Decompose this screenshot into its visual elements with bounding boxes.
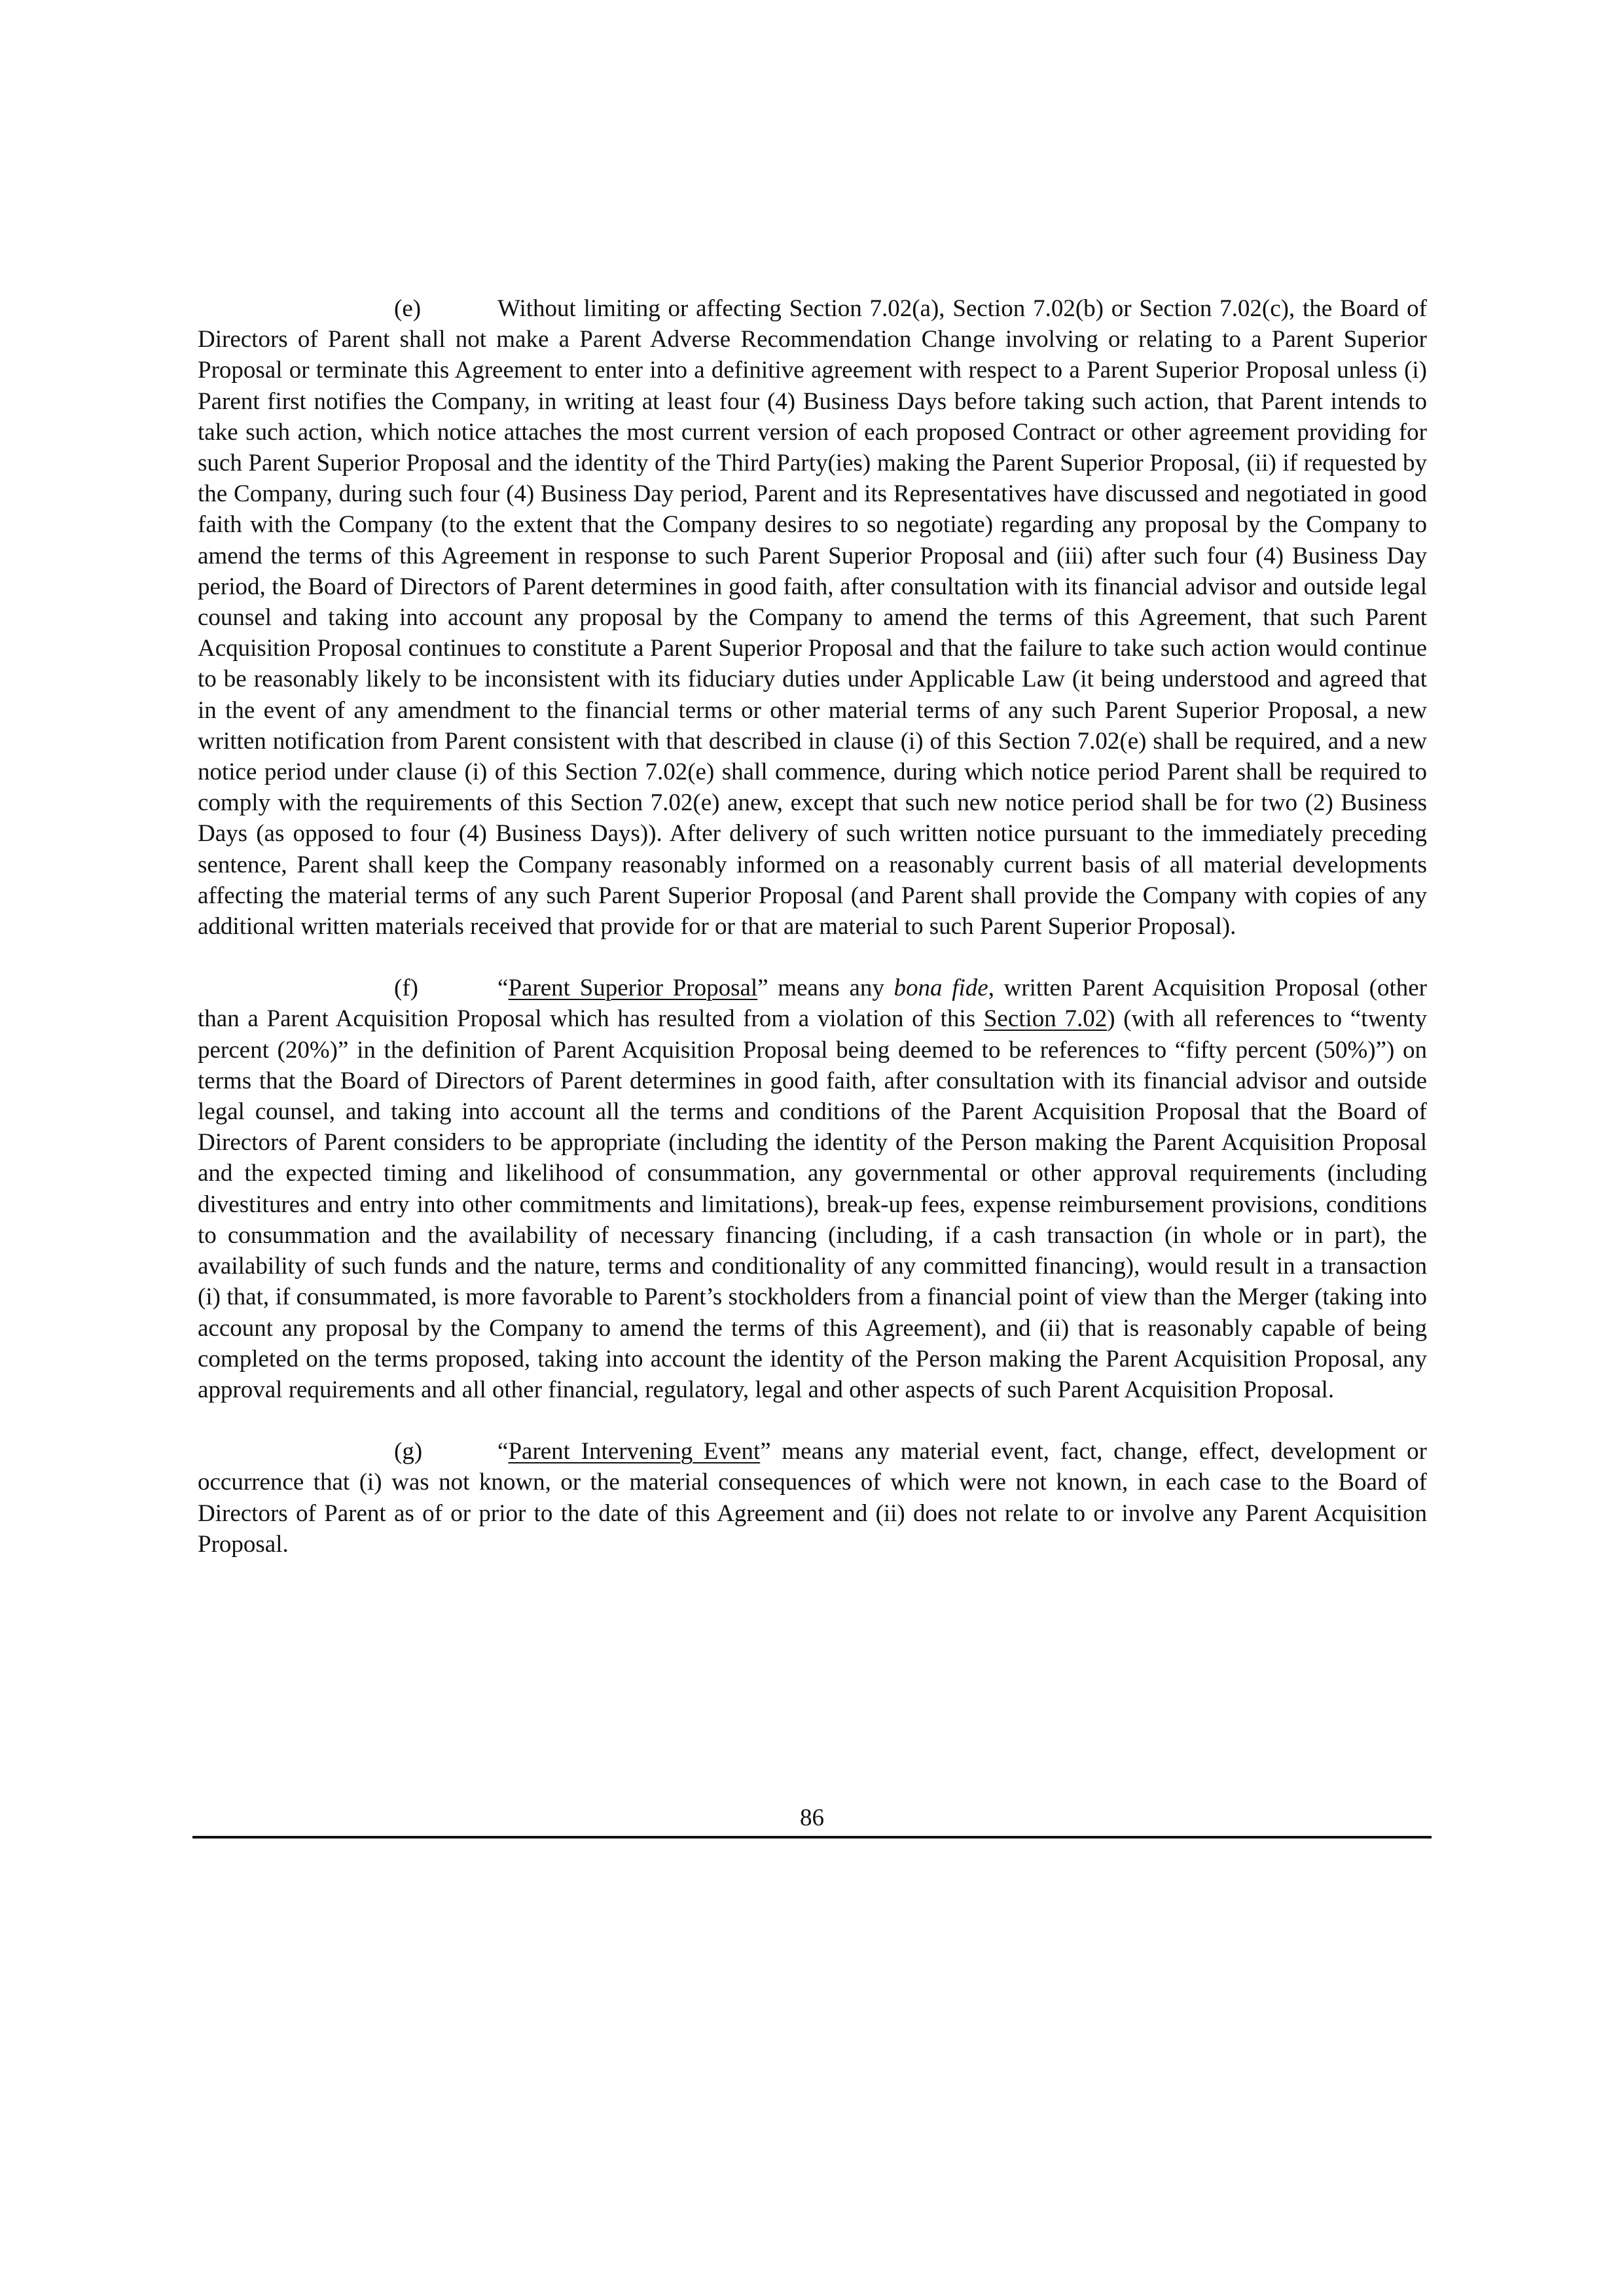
paragraph-text: ” means any material event, fact, change, effect, development or occurrence that (i) was not known, or the material consequences of which were not known, in each case to the Board of Directors of Parent as of or prior to the date of this Agreement and (ii) does not relate to or involve any Parent Acquisition Proposal. bbox=[198, 1438, 1427, 1558]
paragraph-marker: (e) bbox=[394, 295, 422, 322]
page-number: 86 bbox=[800, 1804, 824, 1831]
paragraph-text: ” means any bbox=[757, 975, 894, 1002]
paragraph-e bbox=[198, 293, 1427, 942]
section-reference: Section 7.02 bbox=[983, 1005, 1108, 1033]
paragraph-text: , written Parent Acquisition Proposal (other than a Parent Acquisition Proposal which has resulted from a violation of this bbox=[198, 975, 1428, 1033]
footer-rule bbox=[192, 1836, 1432, 1839]
paragraph-f bbox=[198, 973, 1427, 1405]
document-body bbox=[198, 293, 1427, 1590]
paragraph-text: Without limiting or affecting Section 7.02(a), Section 7.02(b) or Section 7.02(c), the Board of Directors of Parent shall not make a Parent Adverse Recommendation Change involving or relating to a Parent Superior Proposal or terminate this Agreement to enter into a definitive agreement with respect to a Parent Superior Proposal unless (i) Parent first notifies the Company, in writing at least four (4) Business Days before taking such action, that Parent intends to take such action, which notice attaches the most current version of each proposed Contract or other agreement providing for such Parent Superior Proposal and the identity of the Third Party(ies) making the Parent Superior Proposal, (ii) if requested by the Company, during such four (4) Business Day period, Parent and its Representatives have discussed and negotiated in good faith with the Company (to the extent that the Company desires to so negotiate) regarding any proposal by the Company to amend the terms of this Agreement in response to such Parent Superior Proposal and (iii) after such four (4) Business Day period, the Board of Directors of Parent determines in good faith, after consultation with its financial advisor and outside legal counsel and taking into account any proposal by the Company to amend the terms of this Agreement, that such Parent Acquisition Proposal continues to constitute a Parent Superior Proposal and that the failure to take such action would continue to be reasonably likely to be inconsistent with its fiduciary duties under Applicable Law (it being understood and agreed that in the event of any amendment to the financial terms or other material terms of any such Parent Superior Proposal, a new written notification from Parent consistent with that described in clause (i) of this Section 7.02(e) shall be required, and a new notice period under clause (i) of this Section 7.02(e) shall commence, during which notice period Parent shall be required to comply with the requirements of this Section 7.02(e) anew, except that such new notice period shall be for two (2) Business Days (as opposed to four (4) Business Days)). After delivery of such written notice pursuant to the immediately preceding sentence, Parent shall keep the Company reasonably informed on a reasonably current basis of all material developments affecting the material terms of any such Parent Superior Proposal (and Parent shall provide the Company with copies of any additional written materials received that provide for or that are material to such Parent Superior Proposal). bbox=[198, 295, 1427, 941]
paragraph-g bbox=[198, 1436, 1427, 1560]
quote-mark: “ bbox=[497, 975, 509, 1002]
defined-term: Parent Superior Proposal bbox=[508, 975, 758, 1002]
paragraph-marker: (f) bbox=[394, 975, 418, 1002]
quote-mark: “ bbox=[497, 1438, 509, 1465]
defined-term: Parent Intervening Event bbox=[508, 1438, 761, 1465]
italic-term: bona fide bbox=[893, 975, 988, 1002]
paragraph-text: ) (with all references to “twenty percent (20%)” in the definition of Parent Acquisition Proposal being deemed to be references to “fifty percent (50%)”) on terms that the Board of Directors of Parent determines in good faith, after consultation with its financial advisor and outside legal counsel, and taking into account all the terms and conditions of the Parent Acquisition Proposal that the Board of Directors of Parent considers to be appropriate (including the identity of the Person making the Parent Acquisition Proposal and the expected timing and likelihood of consummation, any governmental or other approval requirements (including divestitures and entry into other commitments and limitations), break-up fees, expense reimbursement provisions, conditions to consummation and the availability of necessary financing (including, if a cash transaction (in whole or in part), the availability of such funds and the nature, terms and conditionality of any committed financing), would result in a transaction (i) that, if consummated, is more favorable to Parent’s stockholders from a financial point of view than the Merger (taking into account any proposal by the Company to amend the terms of this Agreement), and (ii) that is reasonably capable of being completed on the terms proposed, taking into account the identity of the Person making the Parent Acquisition Proposal, any approval requirements and all other financial, regulatory, legal and other aspects of such Parent Acquisition Proposal. bbox=[198, 1005, 1427, 1403]
paragraph-marker: (g) bbox=[394, 1438, 423, 1465]
